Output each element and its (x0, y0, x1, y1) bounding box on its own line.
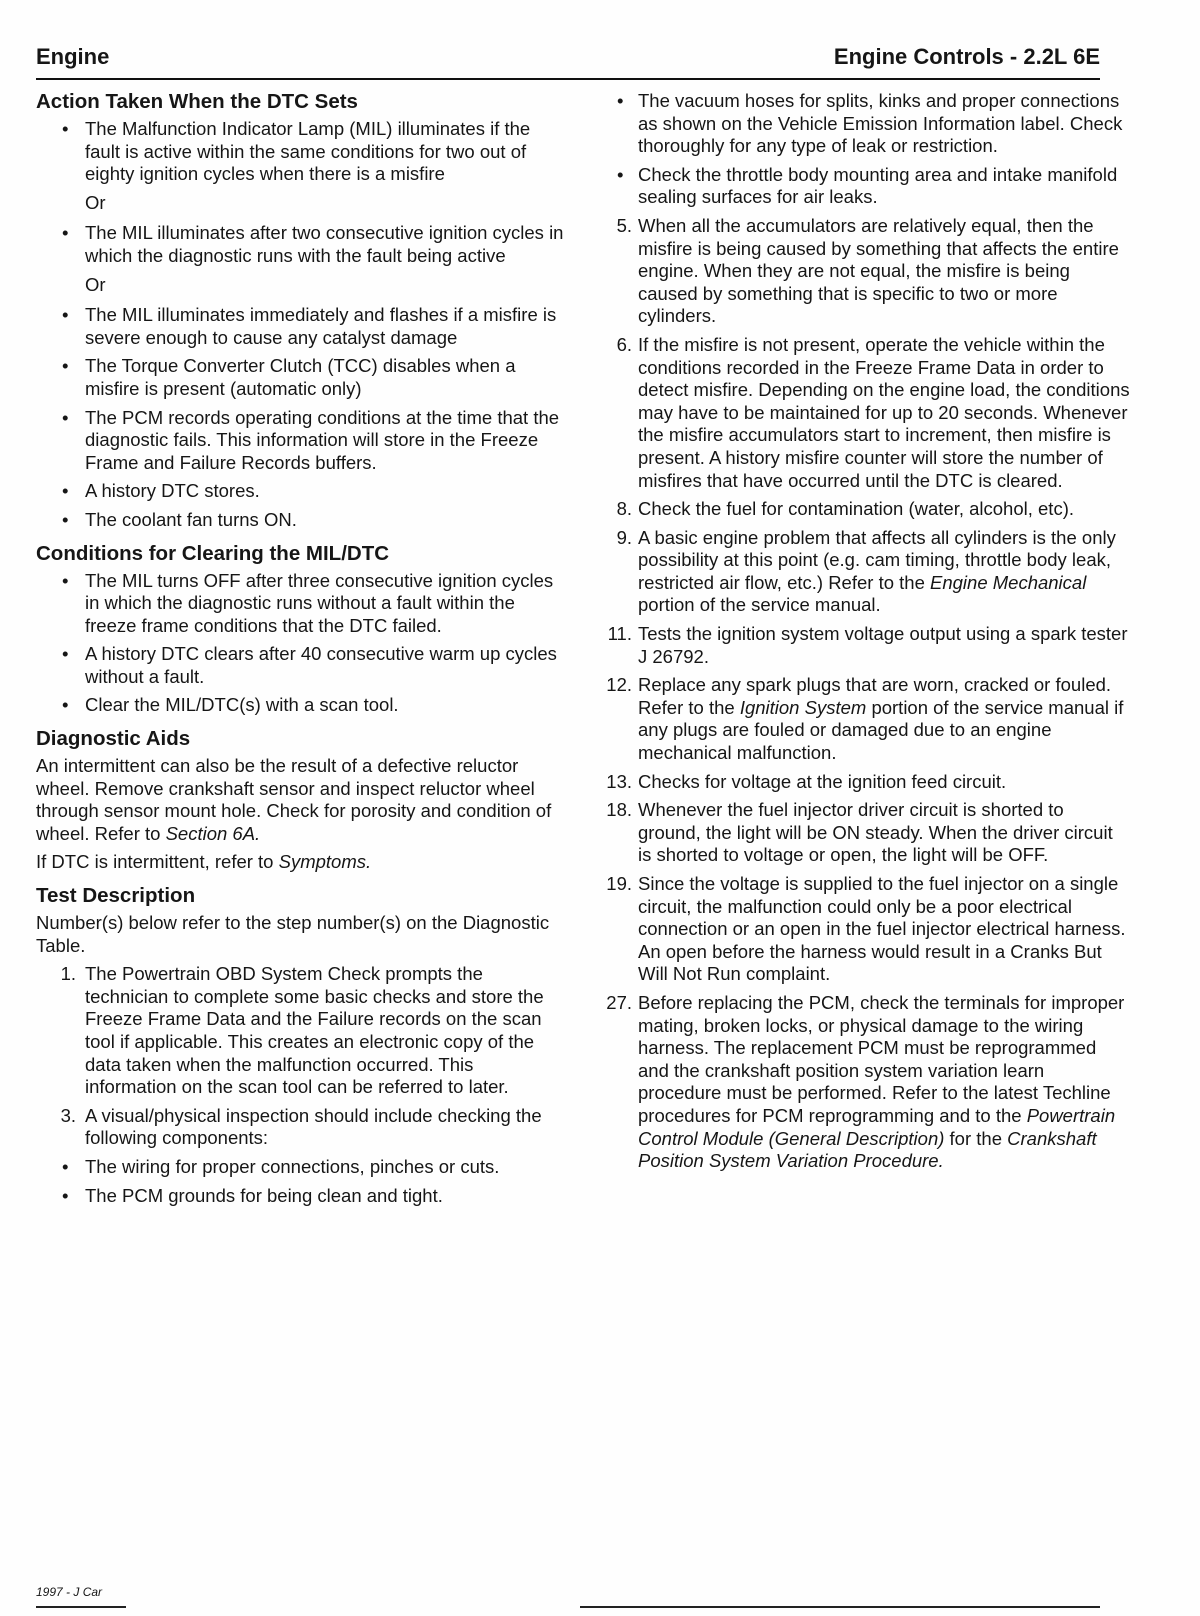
paragraph: An intermittent can also be the result of a defective reluctor wheel. Remove crankshaft sensor and inspect reluctor wheel through sensor mount hole. Check for porosity and condition of wheel. Refer to Section 6A. (36, 755, 552, 844)
bullet-icon: • (62, 569, 69, 591)
bullet-icon: • (62, 480, 69, 502)
bullet-icon: • (62, 406, 69, 428)
numbered-step: 11. Tests the ignition system voltage output using a spark tester J 26792. (610, 623, 1130, 668)
header-rule (36, 78, 1100, 80)
heading-action-taken: Action Taken When the DTC Sets (36, 90, 358, 113)
bullet-icon: • (617, 90, 624, 111)
list-item: • Clear the MIL/DTC(s) with a scan tool. (62, 694, 399, 716)
heading-clearing: Conditions for Clearing the MIL/DTC (36, 541, 390, 565)
list-item: • A history DTC clears after 40 consecutive warm up cycles without a fault. (62, 643, 557, 687)
step-number: 8. (616, 498, 632, 520)
reference-link: Section 6A. (165, 822, 261, 844)
numbered-step: 12. Replace any spark plugs that are worn, cracked or fouled. Refer to the Ignition System portion of the service manual if any plugs are fouled or damaged due to an engine mechanical malfunction. (610, 674, 1130, 764)
header-section-title: Engine (36, 44, 110, 69)
numbered-step: 8. Check the fuel for contamination (water, alcohol, etc). (610, 498, 1130, 521)
numbered-step: 19. Since the voltage is supplied to the fuel injector on a single circuit, the malfunction could only be a poor electrical connection or an open in the fuel injector electrical harness. An open before the harness would result in a Cranks But Will Not Run complaint. (610, 873, 1130, 986)
step-number: 12. (606, 674, 632, 696)
header-manual-title: Engine Controls - 2.2L 6E (833, 44, 1100, 69)
reference-link: Engine Mechanical (930, 571, 1087, 593)
footer-text: 1997 - J Car (36, 1585, 103, 1599)
or-text: Or (85, 273, 106, 295)
step-number: 3. (60, 1104, 76, 1126)
step-number: 11. (607, 623, 632, 645)
numbered-step: 5. When all the accumulators are relatively equal, then the misfire is being caused by something that affects the entire engine. When they are not equal, the misfire is being caused by something that is specific to two or more cylinders. (610, 215, 1130, 328)
step-number: 18. (606, 799, 632, 821)
reference-link: Ignition System (739, 696, 867, 718)
bullet-icon: • (62, 355, 69, 377)
bullet-icon: • (62, 118, 69, 139)
list-item: • The PCM grounds for being clean and tight. (62, 1184, 443, 1206)
bullet-icon: • (617, 163, 624, 185)
footer-rule-left (36, 1606, 126, 1608)
reference-link: Symptoms. (278, 851, 372, 873)
bullet-icon: • (62, 1155, 69, 1177)
reference-link: Crankshaft Position System Variation Procedure. (638, 1127, 1097, 1172)
bullet-icon: • (62, 1184, 69, 1206)
numbered-step: 3. A visual/physical inspection should include checking the following components: (36, 1105, 568, 1150)
step-number: 6. (616, 333, 632, 355)
list-item: • The MIL illuminates after two consecutive ignition cycles in which the diagnostic runs with the fault being active (62, 222, 564, 266)
right-column (606, 90, 1130, 1179)
bullet-icon: • (62, 304, 69, 326)
list-item: • The PCM records operating conditions at the time that the diagnostic fails. This information will store in the Freeze Frame and Failure Records buffers. (62, 406, 560, 473)
step-number: 5. (616, 214, 632, 236)
heading-test-description: Test Description (36, 884, 196, 908)
numbered-step: 18. Whenever the fuel injector driver circuit is shorted to ground, the light will be ON steady. When the driver circuit is shorted to voltage or open, the light will be OFF. (610, 799, 1130, 867)
list-item: • The MIL turns OFF after three consecutive ignition cycles in which the diagnostic runs without a fault within the freeze frame conditions that the DTC failed. (62, 569, 554, 636)
left-column (36, 90, 568, 1213)
list-item: • The coolant fan turns ON. (62, 508, 297, 530)
numbered-step: 13. Checks for voltage at the ignition feed circuit. (610, 771, 1130, 794)
step-number: 9. (616, 526, 632, 548)
numbered-step: 6. If the misfire is not present, operate the vehicle within the conditions recorded in the Freeze Frame Data in order to detect misfire. Depending on the engine load, the conditions may have to be maintained for up to 20 seconds. Whenever the misfire accumulators start to increment, then misfire is present. A history misfire counter will store the number of misfires that have occurred until the DTC is cleared. (610, 334, 1130, 492)
list-item: • Check the throttle body mounting area and intake manifold sealing surfaces for air leaks. (617, 163, 1118, 208)
paragraph: If DTC is intermittent, refer to Symptoms. (36, 851, 372, 873)
list-item: • A history DTC stores. (62, 480, 260, 502)
list-item: • The vacuum hoses for splits, kinks and proper connections as shown on the Vehicle Emission Information label. Check thoroughly for any type of leak or restriction. (617, 90, 1123, 157)
heading-diagnostic-aids: Diagnostic Aids (36, 727, 191, 751)
numbered-step: 1. The Powertrain OBD System Check prompts the technician to complete some basic checks and store the Freeze Frame Data and the Failure records on the scan tool if applicable. This creates an electronic copy of the data taken when the malfunction occurred. This information on the scan tool can be referred to later. (36, 963, 568, 1099)
list-item: • The Torque Converter Clutch (TCC) disables when a misfire is present (automatic only) (62, 355, 516, 399)
numbered-step: 27. Before replacing the PCM, check the terminals for improper mating, broken locks, or physical damage to the wiring harness. The replacement PCM must be reprogrammed and the crankshaft position system variation learn procedure must be performed. Refer to the latest Techline procedures for PCM reprogramming and to the Powertrain Control Module (General Description) for the Crankshaft Position System Variation Procedure. (610, 992, 1130, 1173)
numbered-step: 9. A basic engine problem that affects all cylinders is the only possibility at this point (e.g. cam timing, throttle body leak, restricted air flow, etc.) Refer to the Engine Mechanical portion of the service manual. (610, 527, 1130, 617)
bullet-icon: • (62, 694, 69, 716)
step-number: 19. (606, 873, 632, 894)
reference-link: Powertrain Control Module (General Description) (638, 1104, 1116, 1149)
footer-rule-right (580, 1606, 1100, 1608)
paragraph: Number(s) below refer to the step number(s) on the Diagnostic Table. (36, 912, 550, 956)
bullet-icon: • (62, 222, 69, 244)
bullet-icon: • (62, 643, 69, 665)
step-number: 13. (606, 770, 632, 792)
list-item: • The Malfunction Indicator Lamp (MIL) illuminates if the fault is active within the same conditions for two out of eighty ignition cycles when there is a misfire (62, 118, 531, 185)
list-item: • The wiring for proper connections, pinches or cuts. (62, 1155, 500, 1177)
list-item: • The MIL illuminates immediately and flashes if a misfire is severe enough to cause any catalyst damage (62, 304, 557, 348)
or-text: Or (85, 191, 106, 213)
step-number: 27. (606, 991, 632, 1013)
step-number: 1. (60, 963, 76, 985)
bullet-icon: • (62, 508, 69, 530)
